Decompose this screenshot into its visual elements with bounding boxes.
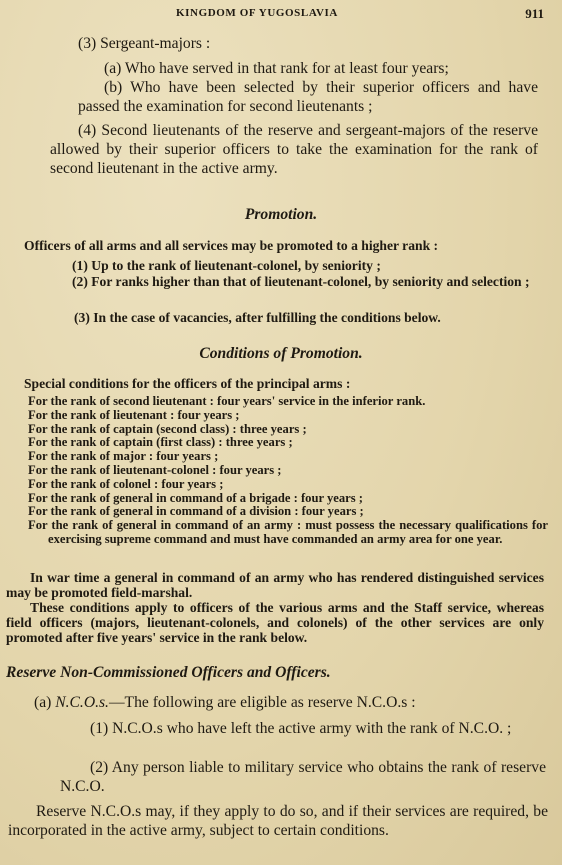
promotion-intro: Officers of all arms and all services may be promoted to a higher rank : (24, 238, 439, 253)
nco-label: (a) (34, 694, 52, 711)
rank-condition-item: For the rank of general in command of a brigade : four years ; (28, 490, 363, 505)
reserve-heading: Reserve Non-Commissioned Officers and Officers. (6, 664, 331, 681)
promotion-item-3: (3) In the case of vacancies, after fulfilling the conditions below. (74, 310, 441, 325)
rank-condition-item: For the rank of lieutenant-colonel : four years ; (28, 462, 282, 477)
sergeant-majors-title: (3) Sergeant-majors : (78, 35, 211, 52)
promotion-heading: Promotion. (244, 206, 318, 223)
nco-item-2: (2) Any person liable to military service who obtains the rank of reserve N.C.O. (60, 759, 546, 795)
rank-condition-item: For the rank of general in command of a division : four years ; (28, 504, 364, 519)
rank-condition-item: For the rank of colonel : four years ; (28, 476, 224, 491)
sergeant-majors-item-a: (a) Who have served in that rank for at least four years; (104, 60, 449, 77)
nco-item-1: (1) N.C.O.s who have left the active army with the rank of N.C.O. ; (90, 720, 512, 737)
promotion-item-2: (2) For ranks higher than that of lieutenant-colonel, by seniority and selection ; (72, 274, 530, 289)
nco-intro-line (34, 694, 544, 713)
reserve-final-paragraph: Reserve N.C.O.s may, if they apply to do so, and if their services are required, be incorporated in the active army, subject to certain conditions. (8, 803, 548, 839)
conditions-heading: Conditions of Promotion. (199, 345, 363, 362)
promotion-item-1: (1) Up to the rank of lieutenant-colonel, by seniority ; (72, 258, 381, 273)
war-time-paragraph: In war time a general in command of an army who has rendered distinguished services may be promoted field-marshal. (6, 570, 544, 600)
rank-condition-item: For the rank of lieutenant : four years ; (28, 407, 240, 422)
nco-intro: —The following are eligible as reserve N.C.O.s : (108, 694, 416, 711)
rank-condition-item: For the rank of captain (first class) : three years ; (28, 435, 293, 450)
page-header (0, 7, 562, 23)
item-4-paragraph: (4) Second lieutenants of the reserve and sergeant-majors of the reserve allowed by their superior officers to take the examination for the rank of second lieutenant in the active army. (50, 122, 538, 177)
conditions-intro: Special conditions for the officers of the principal arms : (24, 376, 351, 391)
rank-condition-item: For the rank of captain (second class) : three years ; (28, 421, 307, 436)
rank-condition-item: For the rank of major : four years ; (28, 449, 219, 464)
rank-condition-item: For the rank of general in command of an army : must possess the necessary qualifications for exercising supreme command and must have commanded an army area for one year. (28, 518, 548, 546)
staff-service-paragraph: These conditions apply to officers of the various arms and the Staff service, whereas field officers (majors, lieutenant-colonels, and colonels) of the other services are only promoted after five years' service in the rank below. (6, 600, 544, 645)
sergeant-majors-item-b: (b) Who have been selected by their superior officers and have passed the examination for second lieutenants ; (78, 79, 538, 115)
rank-conditions-list (28, 395, 548, 547)
page-number: 911 (525, 6, 544, 21)
nco-title: N.C.O.s. (55, 694, 109, 711)
running-title: KINGDOM OF YUGOSLAVIA (176, 7, 338, 19)
rank-condition-item: For the rank of second lieutenant : four years' service in the inferior rank. (28, 394, 426, 408)
